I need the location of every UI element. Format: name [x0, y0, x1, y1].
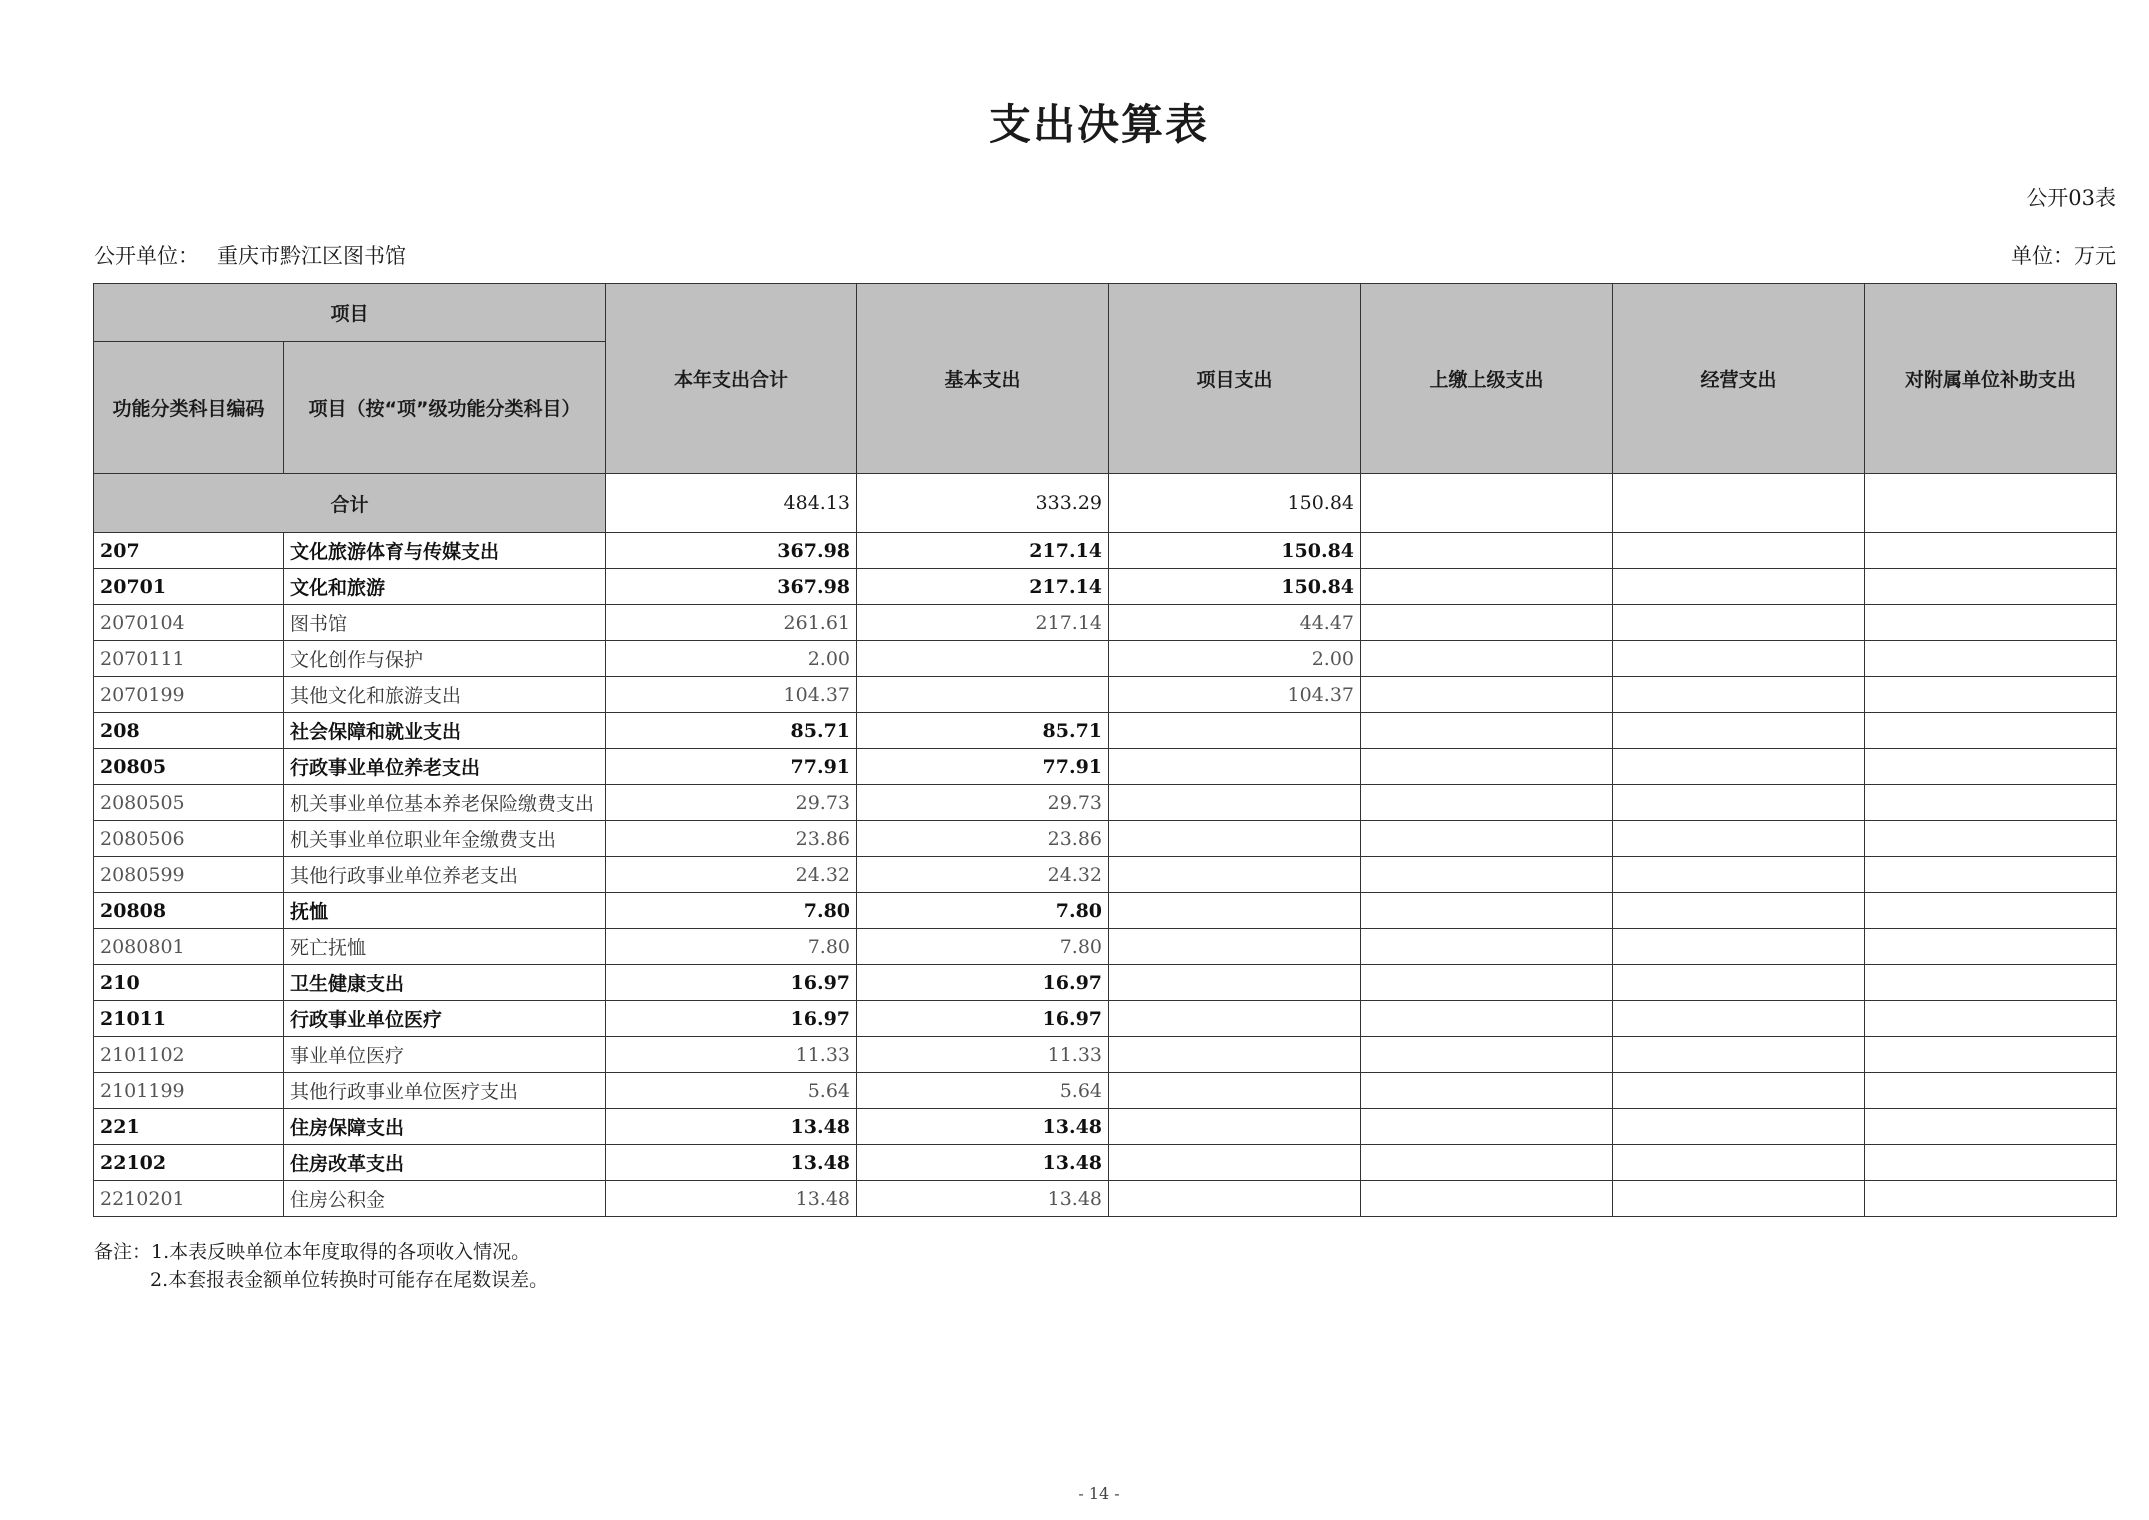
- row-project: 150.84: [1109, 533, 1361, 569]
- row-code: 20808: [94, 893, 284, 929]
- table-row: [94, 1001, 2117, 1037]
- row-code: 20701: [94, 569, 284, 605]
- row-upper: [1361, 965, 1613, 1001]
- row-total: 85.71: [606, 713, 857, 749]
- reporting-unit-value: 重庆市黔江区图书馆: [217, 244, 406, 268]
- row-upper: [1361, 1001, 1613, 1037]
- row-project: [1109, 1037, 1361, 1073]
- row-upper: [1361, 1109, 1613, 1145]
- row-business: [1613, 1145, 1865, 1181]
- row-business: [1613, 1109, 1865, 1145]
- row-subsidy: [1865, 533, 2117, 569]
- row-business: [1613, 605, 1865, 641]
- row-name: 机关事业单位职业年金缴费支出: [284, 821, 606, 857]
- row-code: 2070111: [94, 641, 284, 677]
- row-subsidy: [1865, 893, 2117, 929]
- note-1: 备注：1.本表反映单位本年度取得的各项收入情况。: [94, 1241, 531, 1263]
- reporting-unit: [94, 240, 406, 270]
- note-2: 2.本套报表金额单位转换时可能存在尾数误差。: [150, 1269, 549, 1291]
- row-code: 2080801: [94, 929, 284, 965]
- row-upper: [1361, 1037, 1613, 1073]
- row-subsidy: [1865, 749, 2117, 785]
- table-row: [94, 893, 2117, 929]
- row-total: 13.48: [606, 1109, 857, 1145]
- row-name: 住房保障支出: [284, 1109, 606, 1145]
- row-total: 13.48: [606, 1145, 857, 1181]
- row-code: 2101199: [94, 1073, 284, 1109]
- row-basic: 13.48: [857, 1145, 1109, 1181]
- row-basic: 77.91: [857, 749, 1109, 785]
- row-upper: [1361, 1073, 1613, 1109]
- page-title: 支出决算表: [988, 100, 1209, 149]
- row-upper: [1361, 1181, 1613, 1217]
- row-basic: 16.97: [857, 965, 1109, 1001]
- row-code: 2101102: [94, 1037, 284, 1073]
- notes: [94, 1238, 548, 1294]
- header-code: 功能分类科目编码: [94, 342, 284, 474]
- row-code: 208: [94, 713, 284, 749]
- row-name: 文化旅游体育与传媒支出: [284, 533, 606, 569]
- row-project: [1109, 1145, 1361, 1181]
- row-business: [1613, 533, 1865, 569]
- row-business: [1613, 641, 1865, 677]
- row-code: 2070199: [94, 677, 284, 713]
- row-subsidy: [1865, 929, 2117, 965]
- row-basic: 11.33: [857, 1037, 1109, 1073]
- row-subsidy: [1865, 605, 2117, 641]
- row-name: 其他行政事业单位养老支出: [284, 857, 606, 893]
- row-code: 2210201: [94, 1181, 284, 1217]
- row-total: 23.86: [606, 821, 857, 857]
- total-cell-upper: [1361, 474, 1613, 533]
- row-project: [1109, 893, 1361, 929]
- table-row: [94, 821, 2117, 857]
- row-subsidy: [1865, 785, 2117, 821]
- row-name: 图书馆: [284, 605, 606, 641]
- row-total: 5.64: [606, 1073, 857, 1109]
- row-code: 2080599: [94, 857, 284, 893]
- row-project: [1109, 749, 1361, 785]
- row-total: 367.98: [606, 569, 857, 605]
- row-business: [1613, 569, 1865, 605]
- row-subsidy: [1865, 641, 2117, 677]
- row-code: 20805: [94, 749, 284, 785]
- row-upper: [1361, 929, 1613, 965]
- row-name: 事业单位医疗: [284, 1037, 606, 1073]
- total-cell-basic: 333.29: [857, 474, 1109, 533]
- row-business: [1613, 1073, 1865, 1109]
- total-cell-total: 484.13: [606, 474, 857, 533]
- header-subsidy: 对附属单位补助支出: [1865, 284, 2117, 474]
- header-total: 本年支出合计: [606, 284, 857, 474]
- row-upper: [1361, 641, 1613, 677]
- row-basic: 5.64: [857, 1073, 1109, 1109]
- row-business: [1613, 785, 1865, 821]
- row-project: [1109, 1181, 1361, 1217]
- row-basic: 85.71: [857, 713, 1109, 749]
- header-project-expenditure: 项目支出: [1109, 284, 1361, 474]
- row-name: 机关事业单位基本养老保险缴费支出: [284, 785, 606, 821]
- row-name: 文化和旅游: [284, 569, 606, 605]
- row-total: 367.98: [606, 533, 857, 569]
- row-business: [1613, 749, 1865, 785]
- row-project: [1109, 929, 1361, 965]
- row-basic: [857, 677, 1109, 713]
- table-row: [94, 641, 2117, 677]
- row-basic: 24.32: [857, 857, 1109, 893]
- money-unit: 单位：万元: [2011, 244, 2116, 268]
- row-business: [1613, 713, 1865, 749]
- row-business: [1613, 1181, 1865, 1217]
- page-number: - 14 -: [1078, 1484, 1120, 1503]
- row-project: 104.37: [1109, 677, 1361, 713]
- row-basic: 13.48: [857, 1109, 1109, 1145]
- total-cell-business: [1613, 474, 1865, 533]
- row-business: [1613, 1001, 1865, 1037]
- total-cell-project: 150.84: [1109, 474, 1361, 533]
- row-code: 207: [94, 533, 284, 569]
- row-upper: [1361, 677, 1613, 713]
- row-subsidy: [1865, 1109, 2117, 1145]
- row-basic: 7.80: [857, 893, 1109, 929]
- header-project: 项目: [94, 284, 606, 342]
- row-upper: [1361, 785, 1613, 821]
- row-upper: [1361, 533, 1613, 569]
- header-name: 项目（按“项”级功能分类科目）: [284, 342, 606, 474]
- row-upper: [1361, 893, 1613, 929]
- row-business: [1613, 1037, 1865, 1073]
- row-name: 卫生健康支出: [284, 965, 606, 1001]
- row-subsidy: [1865, 1181, 2117, 1217]
- row-name: 抚恤: [284, 893, 606, 929]
- row-business: [1613, 893, 1865, 929]
- row-total: 7.80: [606, 929, 857, 965]
- row-upper: [1361, 1145, 1613, 1181]
- table-row: [94, 1073, 2117, 1109]
- total-label: 合计: [94, 474, 606, 533]
- row-project: 44.47: [1109, 605, 1361, 641]
- table-row: [94, 749, 2117, 785]
- row-subsidy: [1865, 1001, 2117, 1037]
- table-row: [94, 569, 2117, 605]
- row-name: 住房公积金: [284, 1181, 606, 1217]
- table-row: [94, 965, 2117, 1001]
- row-project: [1109, 785, 1361, 821]
- row-code: 21011: [94, 1001, 284, 1037]
- header-business: 经营支出: [1613, 284, 1865, 474]
- row-project: [1109, 1109, 1361, 1145]
- row-basic: 217.14: [857, 569, 1109, 605]
- row-total: 261.61: [606, 605, 857, 641]
- row-basic: 23.86: [857, 821, 1109, 857]
- table-row: [94, 677, 2117, 713]
- row-total: 13.48: [606, 1181, 857, 1217]
- row-total: 11.33: [606, 1037, 857, 1073]
- table-row: [94, 929, 2117, 965]
- row-project: [1109, 821, 1361, 857]
- table-row: [94, 533, 2117, 569]
- table-row: [94, 605, 2117, 641]
- total-cell-subsidy: [1865, 474, 2117, 533]
- row-upper: [1361, 605, 1613, 641]
- row-subsidy: [1865, 1145, 2117, 1181]
- table-row: [94, 785, 2117, 821]
- row-project: [1109, 965, 1361, 1001]
- table-row: [94, 713, 2117, 749]
- expenditure-table: [93, 283, 2117, 1217]
- row-subsidy: [1865, 821, 2117, 857]
- table-row: [94, 1109, 2117, 1145]
- row-project: [1109, 1001, 1361, 1037]
- row-subsidy: [1865, 857, 2117, 893]
- row-name: 其他行政事业单位医疗支出: [284, 1073, 606, 1109]
- row-business: [1613, 929, 1865, 965]
- row-basic: 13.48: [857, 1181, 1109, 1217]
- row-basic: 217.14: [857, 533, 1109, 569]
- row-business: [1613, 821, 1865, 857]
- row-code: 2070104: [94, 605, 284, 641]
- row-name: 社会保障和就业支出: [284, 713, 606, 749]
- row-code: 221: [94, 1109, 284, 1145]
- row-subsidy: [1865, 965, 2117, 1001]
- row-code: 2080506: [94, 821, 284, 857]
- row-upper: [1361, 749, 1613, 785]
- row-basic: 29.73: [857, 785, 1109, 821]
- table-row: [94, 1145, 2117, 1181]
- total-row: [94, 474, 2117, 533]
- row-name: 文化创作与保护: [284, 641, 606, 677]
- table-row: [94, 1037, 2117, 1073]
- row-basic: [857, 641, 1109, 677]
- row-project: [1109, 713, 1361, 749]
- row-project: [1109, 857, 1361, 893]
- row-project: [1109, 1073, 1361, 1109]
- row-basic: 217.14: [857, 605, 1109, 641]
- reporting-unit-label: 公开单位：: [94, 244, 199, 268]
- row-code: 22102: [94, 1145, 284, 1181]
- row-project: 2.00: [1109, 641, 1361, 677]
- row-upper: [1361, 713, 1613, 749]
- row-total: 29.73: [606, 785, 857, 821]
- row-name: 行政事业单位医疗: [284, 1001, 606, 1037]
- row-name: 死亡抚恤: [284, 929, 606, 965]
- header-basic: 基本支出: [857, 284, 1109, 474]
- row-subsidy: [1865, 677, 2117, 713]
- row-total: 7.80: [606, 893, 857, 929]
- row-project: 150.84: [1109, 569, 1361, 605]
- header-upper: 上缴上级支出: [1361, 284, 1613, 474]
- row-business: [1613, 677, 1865, 713]
- row-total: 16.97: [606, 1001, 857, 1037]
- form-number: 公开03表: [2026, 186, 2116, 210]
- row-total: 16.97: [606, 965, 857, 1001]
- table-row: [94, 1181, 2117, 1217]
- row-upper: [1361, 857, 1613, 893]
- row-total: 24.32: [606, 857, 857, 893]
- table-row: [94, 857, 2117, 893]
- row-business: [1613, 965, 1865, 1001]
- row-total: 104.37: [606, 677, 857, 713]
- row-name: 行政事业单位养老支出: [284, 749, 606, 785]
- row-business: [1613, 857, 1865, 893]
- row-subsidy: [1865, 1037, 2117, 1073]
- row-code: 210: [94, 965, 284, 1001]
- row-total: 2.00: [606, 641, 857, 677]
- row-upper: [1361, 821, 1613, 857]
- row-name: 其他文化和旅游支出: [284, 677, 606, 713]
- row-basic: 16.97: [857, 1001, 1109, 1037]
- row-subsidy: [1865, 569, 2117, 605]
- row-name: 住房改革支出: [284, 1145, 606, 1181]
- row-upper: [1361, 569, 1613, 605]
- row-subsidy: [1865, 713, 2117, 749]
- row-code: 2080505: [94, 785, 284, 821]
- row-total: 77.91: [606, 749, 857, 785]
- row-subsidy: [1865, 1073, 2117, 1109]
- row-basic: 7.80: [857, 929, 1109, 965]
